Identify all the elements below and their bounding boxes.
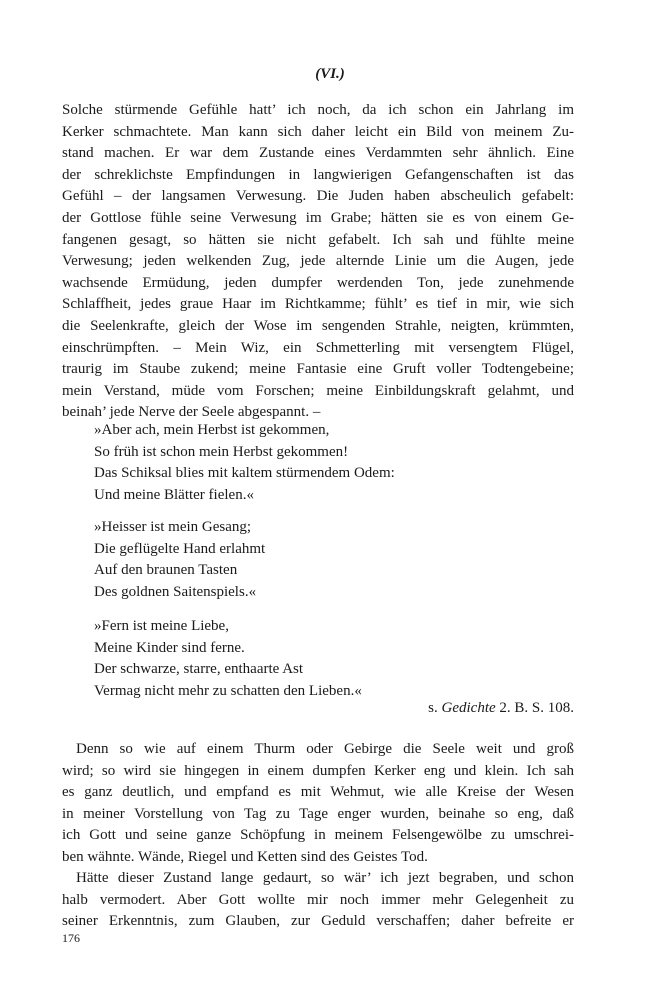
text-line: Gefühl – der langsamen Verwesung. Die Juden haben abscheulich gefabelt: [62, 188, 574, 205]
text-line: traurig im Staube zukend; meine Fantasie eine Gruft voller Todtengebeine; [62, 361, 574, 378]
page-number: 176 [62, 931, 80, 945]
text-line: beinah’ jede Nerve der Seele abgespannt. – [62, 404, 321, 421]
text-line: der Gottlose fühle seine Verwesung im Grabe; hätten sie es von einem Ge- [62, 209, 574, 226]
text-line: wird; so wird sie hingegen in einem dumpfen Kerker eng und klein. Ich sah [62, 762, 574, 779]
verse-line: Und meine Blätter fielen.« [94, 486, 254, 503]
text-line: Solche stürmende Gefühle hatt’ ich noch, da ich schon ein Jahrlang im [62, 102, 574, 118]
text-line: Schlaffheit, jedes graue Haar im Richtkamme; fühlt’ es tief in mir, wie sich [62, 296, 574, 313]
paragraph-1 [62, 100, 574, 424]
text-line: der schreklichste Empfindungen in langwierigen Gefangenschaften ist das [62, 166, 574, 183]
verse-line: »Aber ach, mein Herbst ist gekommen, [94, 422, 330, 438]
text-line: seiner Erkenntnis, zum Glauben, zur Geduld verschaffen; daher befreite er [62, 913, 574, 930]
text-line: einschrümpften. – Mein Wiz, ein Schmetterling mit versengtem Flügel, [62, 339, 574, 356]
section-heading: (VI.) [315, 66, 345, 82]
verse-line: Der schwarze, starre, enthaarte Ast [94, 661, 304, 678]
verse-stanza-2 [94, 517, 574, 603]
verse-line: Des goldnen Saitenspiels.« [94, 583, 257, 600]
text-line: stand machen. Er war dem Zustande eines Verdammten sehr ähnlich. Eine [62, 145, 574, 162]
paragraph-2 [62, 739, 574, 869]
citation-prefix: s. [428, 700, 442, 716]
verse-line: Das Schiksal blies mit kaltem stürmendem Odem: [94, 465, 395, 482]
text-line: ich Gott und seine ganze Schöpfung in meinem Felsengewölbe zu umschrei- [62, 827, 574, 844]
text-line: die Seelenkrafte, gleich der Wose im sengenden Strahle, neigten, krümmten, [62, 317, 574, 334]
verse-stanza-3 [94, 616, 574, 702]
text-line: fangenen gesagt, so hätten sie nicht gefabelt. Ich sah und fühlte meine [62, 231, 574, 248]
source-citation [428, 700, 574, 717]
verse-stanza-1 [94, 420, 574, 506]
verse-line: Die geflügelte Hand erlahmt [94, 540, 266, 557]
text-line: Verwesung; jeden welkenden Zug, jede alternde Linie um die Augen, jede [62, 253, 574, 270]
text-line: wachsende Ermüdung, jeden dumpfer werdenden Ton, jede zunehmende [62, 274, 574, 291]
text-line: Kerker schmachtete. Man kann sich daher leicht ein Bild von meinem Zu- [62, 123, 574, 140]
paragraph-3 [62, 868, 574, 933]
verse-line: Meine Kinder sind ferne. [94, 639, 245, 656]
text-line: ben wähnte. Wände, Riegel und Ketten sind des Geistes Tod. [62, 848, 428, 865]
citation-title: Gedichte [441, 700, 496, 716]
text-line: Hätte dieser Zustand lange gedaurt, so wär’ ich jezt begraben, und schon [76, 870, 574, 886]
text-line: mein Verstand, müde vom Forschen; meine Einbildungskraft gelahmt, und [62, 382, 574, 399]
text-line: es ganz deutlich, und empfand es mit Wehmut, wie alle Kreise der Wesen [62, 784, 574, 801]
citation-suffix: 2. B. S. 108. [495, 700, 574, 716]
verse-line: So früh ist schon mein Herbst gekommen! [94, 443, 349, 460]
verse-line: Vermag nicht mehr zu schatten den Lieben.« [94, 682, 362, 699]
verse-line: Auf den braunen Tasten [94, 562, 238, 579]
verse-line: »Fern ist meine Liebe, [94, 618, 229, 634]
text-line: Denn so wie auf einem Thurm oder Gebirge die Seele weit und groß [76, 741, 574, 757]
text-line: in meiner Vorstellung von Tag zu Tage enger wurden, beinahe so eng, daß [62, 805, 574, 822]
text-line: halb vermodert. Aber Gott wollte mir noch immer mehr Gelegenheit zu [62, 891, 574, 908]
verse-line: »Heisser ist mein Gesang; [94, 519, 252, 535]
